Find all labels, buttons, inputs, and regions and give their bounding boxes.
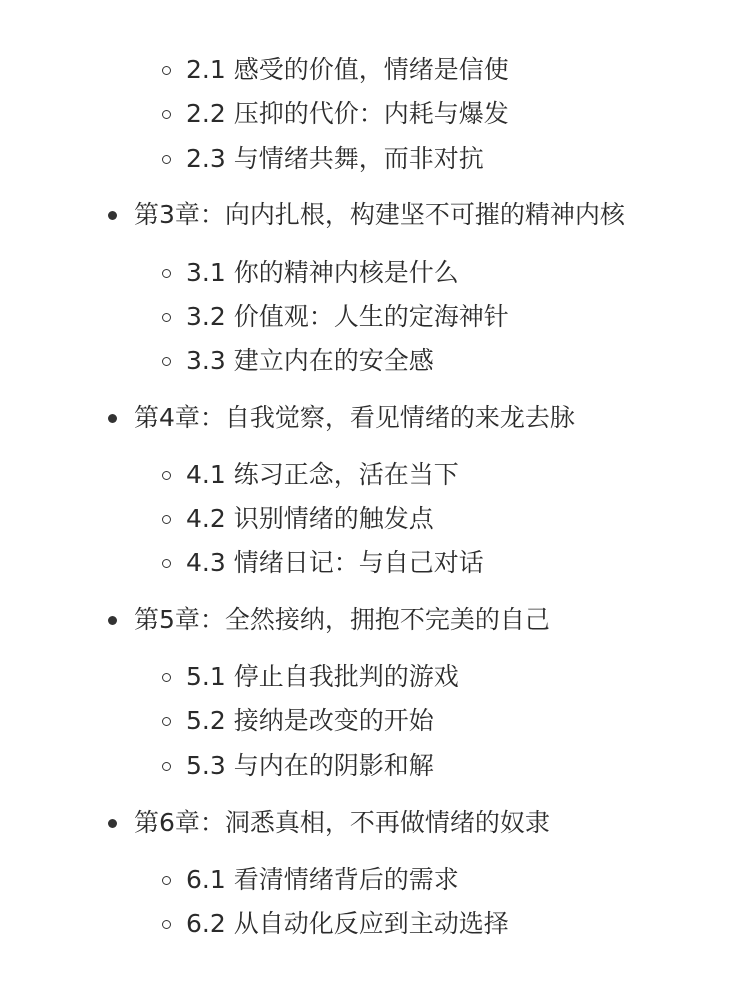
list-item-label: 2.2 压抑的代价：内耗与爆发: [186, 99, 509, 128]
hollow-bullet-icon: [162, 155, 171, 164]
list-item-label: 3.1 你的精神内核是什么: [186, 258, 459, 287]
solid-bullet-icon: [108, 211, 117, 220]
hollow-bullet-icon: [162, 673, 171, 682]
list-item-5-2: [162, 701, 434, 741]
list-item-label: 5.3 与内在的阴影和解: [186, 751, 434, 780]
chapter-4: [108, 398, 575, 438]
list-item-5-3: [162, 746, 434, 786]
chapter-3: [108, 195, 625, 235]
solid-bullet-icon: [108, 414, 117, 423]
list-item-label: 4.3 情绪日记：与自己对话: [186, 548, 484, 577]
hollow-bullet-icon: [162, 66, 171, 75]
list-item-label: 4.2 识别情绪的触发点: [186, 504, 434, 533]
list-item-label: 3.2 价值观：人生的定海神针: [186, 302, 509, 331]
list-item-label: 6.1 看清情绪背后的需求: [186, 865, 459, 894]
chapter-title: 第4章：自我觉察，看见情绪的来龙去脉: [134, 403, 575, 432]
list-item-6-1: [162, 860, 459, 900]
list-item-label: 4.1 练习正念，活在当下: [186, 460, 459, 489]
chapter-title: 第3章：向内扎根，构建坚不可摧的精神内核: [134, 200, 625, 229]
hollow-bullet-icon: [162, 920, 171, 929]
chapter-title: 第5章：全然接纳，拥抱不完美的自己: [134, 605, 550, 634]
list-item-2-2: [162, 94, 509, 134]
hollow-bullet-icon: [162, 269, 171, 278]
solid-bullet-icon: [108, 819, 117, 828]
list-item-3-2: [162, 297, 509, 337]
solid-bullet-icon: [108, 616, 117, 625]
hollow-bullet-icon: [162, 357, 171, 366]
chapter-title: 第6章：洞悉真相，不再做情绪的奴隶: [134, 808, 550, 837]
hollow-bullet-icon: [162, 876, 171, 885]
list-item-label: 5.1 停止自我批判的游戏: [186, 662, 459, 691]
list-item-4-2: [162, 499, 434, 539]
list-item-4-3: [162, 543, 484, 583]
list-item-label: 2.3 与情绪共舞，而非对抗: [186, 144, 484, 173]
list-item-label: 6.2 从自动化反应到主动选择: [186, 909, 509, 938]
hollow-bullet-icon: [162, 110, 171, 119]
hollow-bullet-icon: [162, 717, 171, 726]
hollow-bullet-icon: [162, 762, 171, 771]
list-item-3-1: [162, 253, 459, 293]
hollow-bullet-icon: [162, 515, 171, 524]
list-item-label: 3.3 建立内在的安全感: [186, 346, 434, 375]
list-item-2-1: [162, 50, 509, 90]
chapter-6: [108, 803, 550, 843]
hollow-bullet-icon: [162, 559, 171, 568]
chapter-5: [108, 600, 550, 640]
list-item-label: 5.2 接纳是改变的开始: [186, 706, 434, 735]
list-item-label: 2.1 感受的价值，情绪是信使: [186, 55, 509, 84]
hollow-bullet-icon: [162, 471, 171, 480]
list-item-4-1: [162, 455, 459, 495]
list-item-2-3: [162, 139, 484, 179]
list-item-6-2: [162, 904, 509, 944]
list-item-3-3: [162, 341, 434, 381]
hollow-bullet-icon: [162, 313, 171, 322]
list-item-5-1: [162, 657, 459, 697]
